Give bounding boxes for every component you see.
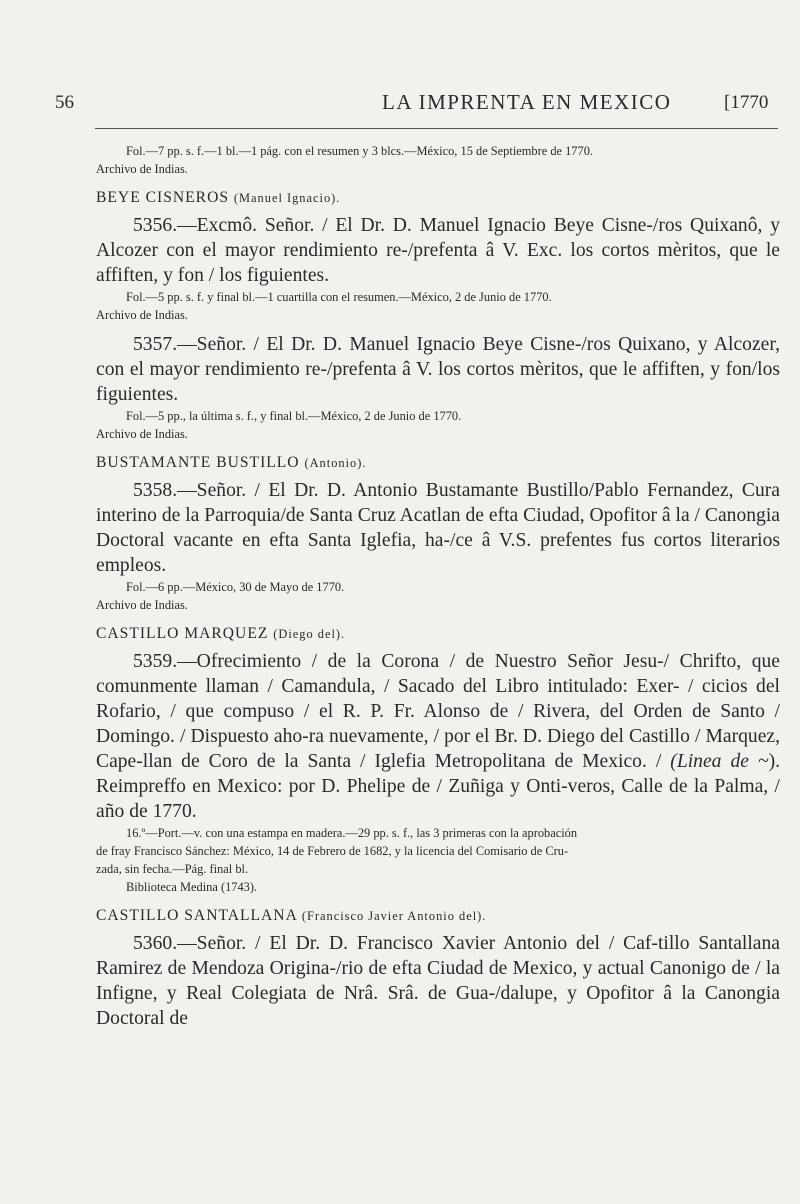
record-meta-cont: de fray Francisco Sánchez: México, 14 de Febrero de 1682, y la licencia del Comisario de Cru- bbox=[96, 844, 569, 858]
page-number: 56 bbox=[55, 92, 74, 113]
bibliography-body bbox=[96, 142, 780, 1031]
record-archive: Archivo de Indias. bbox=[96, 308, 188, 322]
author-given-names: (Antonio). bbox=[304, 456, 367, 470]
entry-text-end: ). Reimpreffo en Mexico: por D. Phelipe de / Zuñiga y Onti-veros, Calle de la Palma, / año de 1770. bbox=[96, 751, 780, 822]
author-name: CASTILLO MARQUEZ bbox=[96, 625, 269, 642]
header-rule bbox=[95, 128, 778, 129]
author-name: CASTILLO SANTALLANA bbox=[96, 907, 297, 924]
record-archive: Biblioteca Medina (1743). bbox=[126, 880, 258, 894]
entry-5356: 5356.—Excmô. Señor. / El Dr. D. Manuel Ignacio Beye Cisne-/ros Quixanô, y Alcozer con el mayor rendimiento re-/prefenta â V. Exc. los cortos mèritos, que le affiften, y fon / los figuientes. bbox=[96, 215, 780, 286]
author-heading bbox=[96, 189, 780, 207]
running-title: LA IMPRENTA EN MEXICO bbox=[382, 90, 672, 114]
author-given-names: (Francisco Javier Antonio del). bbox=[301, 909, 487, 923]
author-heading bbox=[96, 454, 780, 472]
record-meta: Fol.—7 pp. s. f.—1 bl.—1 pág. con el resumen y 3 blcs.—México, 15 de Septiembre de 1770. bbox=[126, 144, 593, 158]
author-name: BEYE CISNEROS bbox=[96, 189, 229, 206]
record-archive: Archivo de Indias. bbox=[96, 427, 188, 441]
author-heading bbox=[96, 625, 780, 643]
author-heading bbox=[96, 907, 780, 925]
entry-5357: 5357.—Señor. / El Dr. D. Manuel Ignacio Beye Cisne-/ros Quixano, y Alcozer, con el mayor rendimiento re-/prefenta â V. los cortos mèritos, que le affiften, y fon/los figuientes. bbox=[96, 334, 780, 405]
record-archive: Archivo de Indias. bbox=[96, 162, 188, 176]
record-meta: Fol.—6 pp.—México, 30 de Mayo de 1770. bbox=[126, 580, 345, 594]
author-given-names: (Diego del). bbox=[273, 627, 346, 641]
entry-5360: 5360.—Señor. / El Dr. D. Francisco Xavier Antonio del / Caf-tillo Santallana Ramirez de Mendoza Origina-/rio de efta Ciudad de Mexico, y actual Canonigo de / la Infigne, y Real Colegiata de Nrâ. Srâ. de Gua-/dalupe, y Opofitor â la Canongia Doctoral de bbox=[96, 933, 780, 1029]
entry-5358: 5358.—Señor. / El Dr. D. Antonio Bustamante Bustillo/Pablo Fernandez, Cura interino de la Parroquia/de Santa Cruz Acatlan de efta Ciudad, Opofitor â la / Canongia Doctoral vacante en efta Santa Iglefia, ha-/ce â V.S. prefentes fus cortos literarios empleos. bbox=[96, 480, 780, 576]
record-meta: 16.º—Port.—v. con una estampa en madera.—29 pp. s. f., las 3 primeras con la aprobación bbox=[126, 826, 578, 840]
author-name: BUSTAMANTE BUSTILLO bbox=[96, 454, 300, 471]
entry-5359 bbox=[96, 649, 780, 824]
record-meta: Fol.—5 pp. s. f. y final bl.—1 cuartilla con el resumen.—México, 2 de Junio de 1770. bbox=[126, 290, 552, 304]
running-header bbox=[0, 90, 800, 120]
record-meta-cont: zada, sin fecha.—Pág. final bl. bbox=[96, 862, 249, 876]
entry-italic-note: (Linea de ~ bbox=[670, 751, 769, 772]
author-given-names: (Manuel Ignacio). bbox=[233, 191, 341, 205]
record-archive: Archivo de Indias. bbox=[96, 598, 188, 612]
record-meta: Fol.—5 pp., la última s. f., y final bl.—México, 2 de Junio de 1770. bbox=[126, 409, 462, 423]
entry-text: 5359.—Ofrecimiento / de la Corona / de Nuestro Señor Jesu-/ Chrifto, que comunmente llaman / Camandula, / Sacado del Libro intitulado: Exer- / cicios del Rofario, / que compuso / el R. P. Fr. Alonso de / Rivera, del Orden de Santo / Domingo. / Dispuesto aho-ra nuevamente, / por el Br. D. Diego del Castillo / Marquez, Cape-llan de Coro de la Santa / Iglefia Metropolitana de Mexico. / bbox=[96, 651, 780, 772]
header-year: [1770 bbox=[724, 92, 769, 113]
